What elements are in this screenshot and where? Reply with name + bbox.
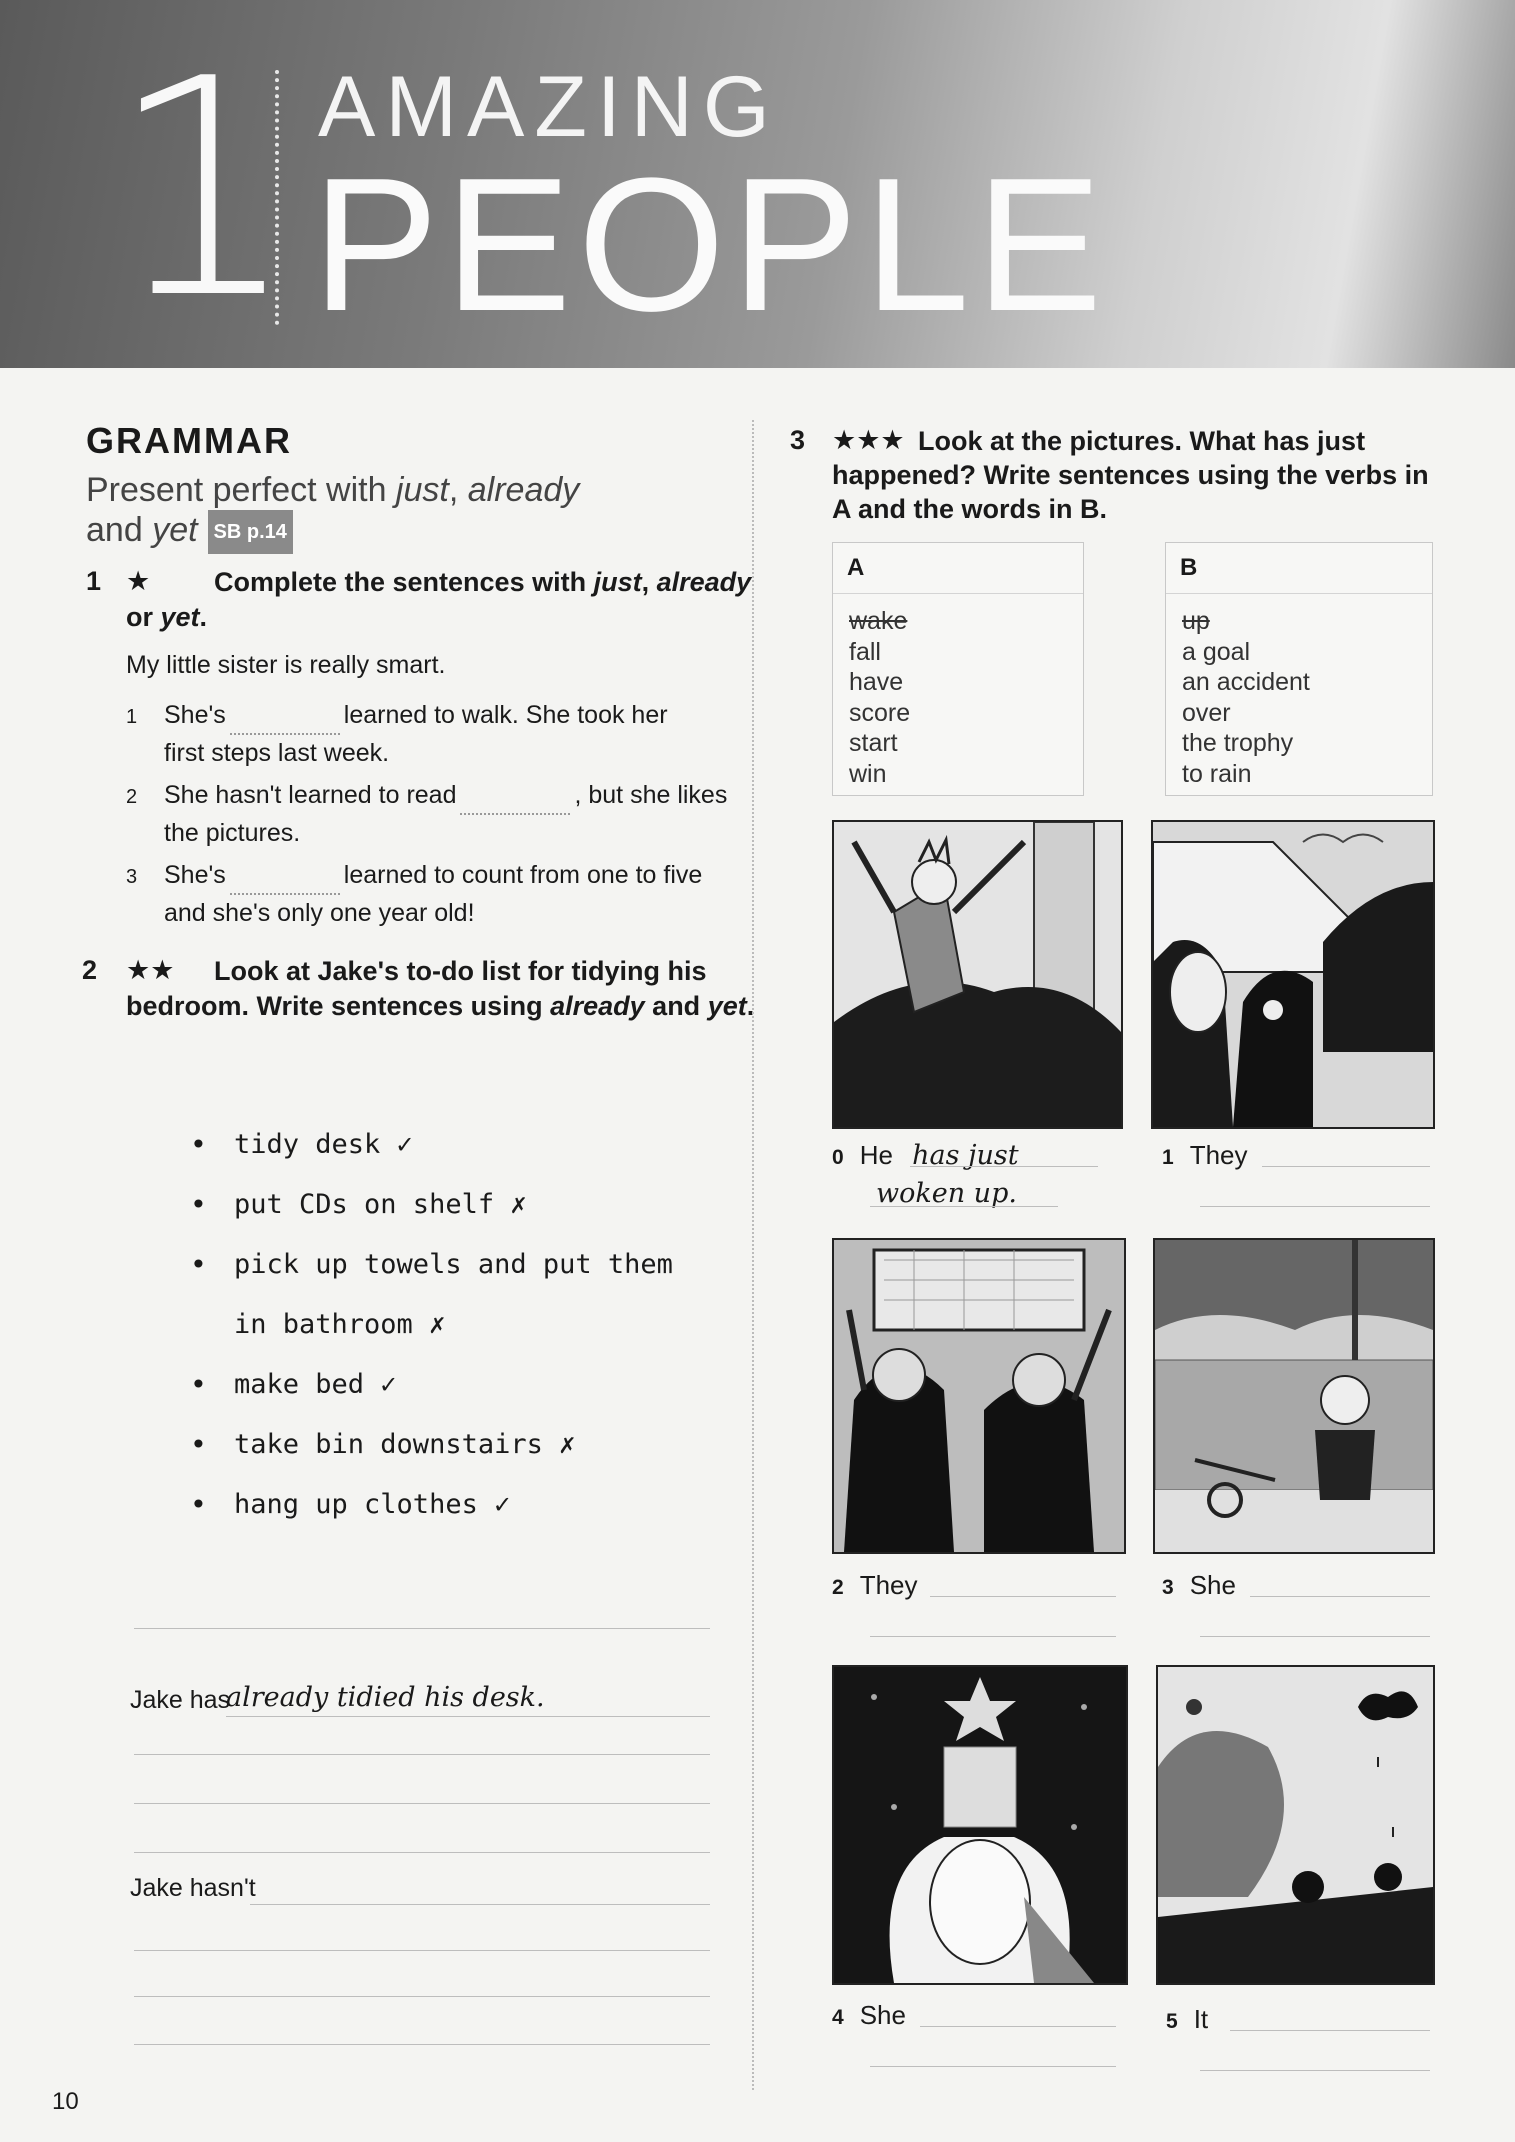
writing-line[interactable] [870,1206,1058,1207]
answer-blank[interactable] [460,813,570,815]
exercise-2-stars: ★★ [126,955,175,985]
picture-winning-trophy [832,1665,1128,1985]
example-answer: already tidied his desk. [226,1682,545,1713]
writing-line[interactable] [250,1904,710,1905]
exercise-1-stars: ★ [126,566,151,596]
word-item: over [1182,698,1231,727]
exercise-2-number: 2 [82,955,98,985]
writing-line[interactable] [134,1628,710,1629]
picture-girl-fell [1153,1238,1435,1554]
exercise-1-intro: My little sister is really smart. [126,651,446,679]
caption-0-answer-2: woken up. [876,1178,1017,1209]
column-separator [752,420,754,2090]
todo-item: • take bin downstairs ✗ [190,1415,710,1475]
writing-line[interactable] [134,1754,710,1755]
chapter-banner [0,0,1515,368]
illustration-boy-waking-icon [834,822,1121,1127]
writing-line[interactable] [226,1716,710,1717]
picture-started-to-rain [1156,1665,1435,1985]
exercise-1-number: 1 [86,566,102,596]
writing-line[interactable] [1262,1166,1430,1167]
illustration-trophy-icon [834,1667,1126,1983]
section-heading: GRAMMAR [86,420,292,461]
writing-line[interactable] [134,1950,710,1951]
answer-blank[interactable] [230,893,340,895]
word-item: start [849,729,898,757]
todo-item: • tidy desk ✓ [190,1115,710,1175]
todo-item: • put CDs on shelf ✗ [190,1175,710,1235]
illustration-girl-fallen-icon [1155,1240,1433,1552]
writing-line[interactable] [1200,1206,1430,1207]
caption-4: 4 She [832,2000,906,2030]
writing-line[interactable] [870,1636,1116,1637]
exercise-3-number: 3 [790,425,806,455]
banner-divider [275,70,279,325]
exercise-1-item-3: 3 She's learned to count from one to five and she's only one year old! [126,861,703,927]
exercise-3-instruction-3: A and the words in B. [832,494,1108,524]
word-item: to rain [1182,759,1252,788]
caption-0-answer-1: has just [912,1140,1019,1171]
word-box-b [1165,542,1433,796]
caption-5: 5 It [1166,2004,1209,2034]
writing-line[interactable] [1200,1636,1430,1637]
todo-item-continued: in bathroom ✗ [234,1309,446,1340]
word-box-a-header: A [833,543,1083,594]
chapter-title-top: AMAZING [318,59,780,155]
exercise-1-instruction-2: or yet. [126,602,208,632]
word-item: the trophy [1182,729,1294,757]
word-item: score [849,698,911,727]
exercise-1-item-1: 1 She's learned to walk. She took her first steps last week. [126,701,668,767]
caption-2: 2 They [832,1570,918,1600]
word-item: wake [849,607,908,635]
illustration-football-goal-icon [834,1240,1124,1552]
word-item: win [849,759,887,788]
writing-line[interactable] [910,1166,1098,1167]
prompt-jake-hasnt: Jake hasn't [130,1874,256,1902]
writing-line[interactable] [930,1596,1116,1597]
writing-line[interactable] [134,1996,710,1997]
writing-line[interactable] [134,2044,710,2045]
word-item: have [849,668,904,696]
writing-line[interactable] [1230,2030,1430,2031]
writing-line[interactable] [1200,2070,1430,2071]
illustration-picnic-rain-icon [1158,1667,1433,1983]
grammar-subtitle: Present perfect with just, already and yet SB p.14 [86,470,579,554]
answer-blank[interactable] [230,733,340,735]
page-number: 10 [52,2088,79,2115]
word-item: fall [849,637,881,666]
todo-item: • pick up towels and put them [190,1235,710,1295]
word-item: up [1182,607,1210,635]
todo-item: • hang up clothes ✓ [190,1475,710,1535]
todo-list [190,1115,710,1535]
writing-line[interactable] [1250,1596,1430,1597]
exercise-1-instruction: Complete the sentences with just, already [214,567,752,597]
caption-1: 1 They [1162,1140,1248,1170]
exercise-3-instruction-2: happened? Write sentences using the verbs in [832,460,1429,490]
writing-line[interactable] [870,2066,1116,2067]
todo-item: • make bed ✓ [190,1355,710,1415]
illustration-car-accident-icon [1153,822,1433,1127]
chapter-number: 1 [108,15,299,364]
exercise-1-item-2: 2 She hasn't learned to read , but she likes the pictures. [126,781,728,847]
exercise-2-instruction-2: bedroom. Write sentences using already and yet. [126,991,755,1021]
exercise-3-stars: ★★★ [832,425,905,455]
writing-line[interactable] [134,1803,710,1804]
chapter-title-main: PEOPLE [312,139,1109,351]
word-box-b-header: B [1166,543,1432,594]
picture-car-accident [1151,820,1435,1129]
exercise-2-instruction: Look at Jake's to-do list for tidying his [214,956,707,986]
word-item: a goal [1182,637,1251,666]
example-prefix: Jake has [130,1686,231,1714]
word-box-a [832,542,1084,796]
writing-line[interactable] [920,2026,1116,2027]
caption-0: 0 He has just [832,1140,1019,1171]
picture-boy-waking [832,820,1123,1129]
picture-scoring-goal [832,1238,1126,1554]
student-book-reference: SB p.14 [208,510,293,554]
word-item: an accident [1182,668,1310,696]
caption-3: 3 She [1162,1570,1236,1600]
writing-line[interactable] [134,1852,710,1853]
exercise-3-instruction: Look at the pictures. What has just [918,426,1366,456]
